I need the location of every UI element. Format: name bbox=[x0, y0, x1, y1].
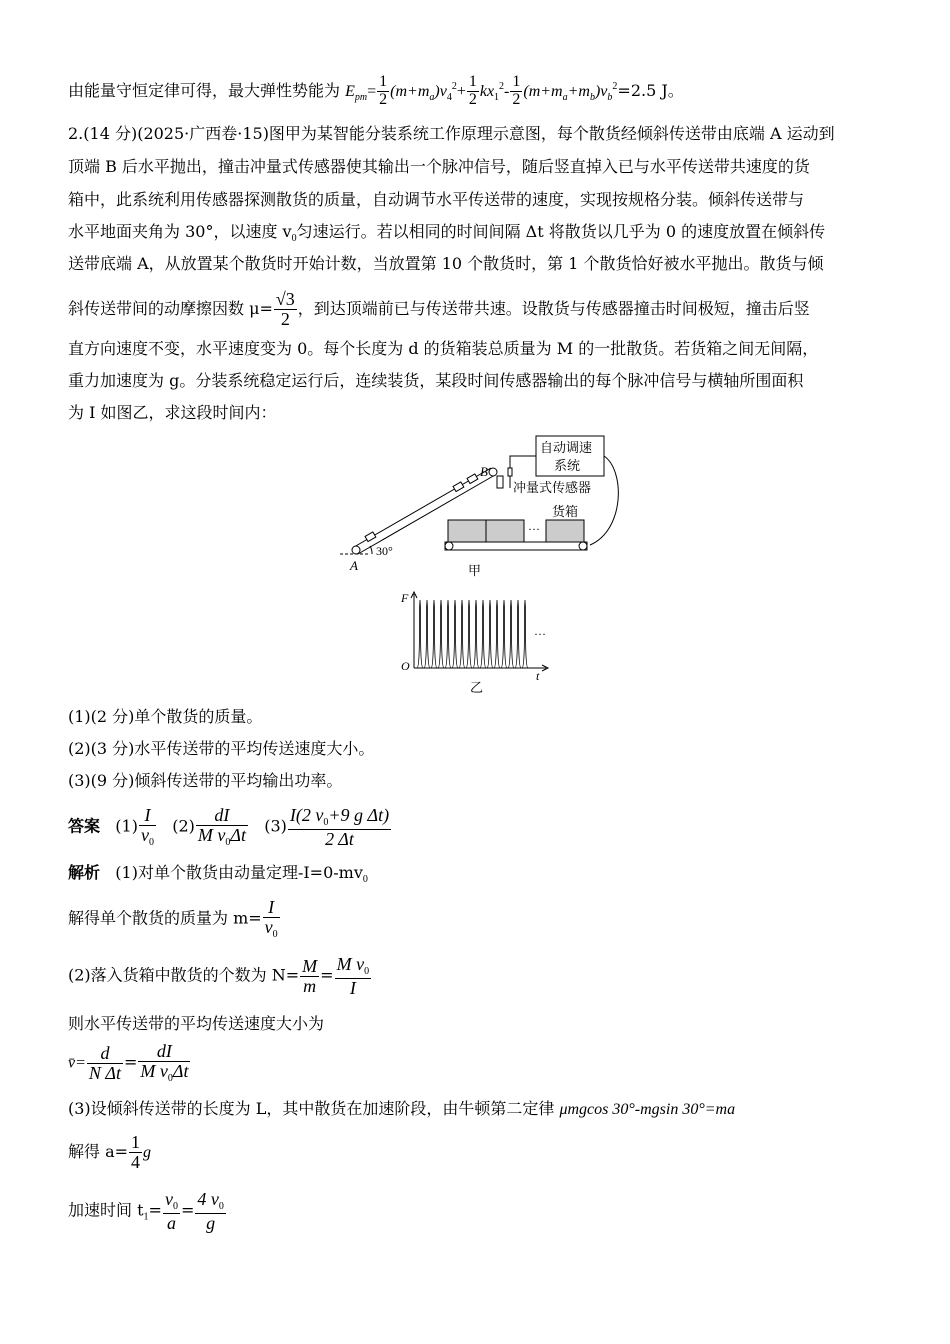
question-2: (2)(3 分)水平传送带的平均传送速度大小。 bbox=[68, 739, 375, 758]
analysis-line-1 bbox=[68, 862, 368, 891]
square-2: 2 bbox=[499, 80, 505, 92]
term-3-sub-a: a bbox=[562, 91, 568, 103]
term-3-v: )v bbox=[594, 82, 608, 100]
analysis-line-6 bbox=[68, 1098, 735, 1121]
answer-3-fraction: $\frac{I(2 v_0+9 g \Delta t)}{2 \Delta t}$ bbox=[289, 805, 390, 849]
accel-fraction: $\frac{1}{4}$ bbox=[131, 1132, 141, 1172]
problem-line-5: 送带底端 A，从放置某个散货时开始计数，当放置第 10 个散货时，第 1 个散货恰好被水平抛出。散货与倾 bbox=[68, 254, 824, 273]
answer-2-prefix: (2) bbox=[172, 816, 195, 836]
problem-line-4-sub: 0 bbox=[291, 233, 297, 244]
pulse-peak bbox=[501, 600, 507, 668]
pulse-peak bbox=[445, 600, 451, 668]
pulse-peak bbox=[487, 600, 493, 668]
label-F: F bbox=[401, 591, 409, 605]
pulse-peak bbox=[431, 600, 437, 668]
term-3: (m+m bbox=[523, 82, 563, 100]
analysis-step-1: (1)对单个散货由动量定理-I=0-mv bbox=[115, 863, 363, 882]
horizontal-belt bbox=[445, 542, 587, 550]
mu-fraction: $\frac{√3}{2}$ bbox=[275, 289, 295, 329]
sensor-block bbox=[497, 476, 503, 488]
angle-arc bbox=[370, 546, 372, 554]
cargo-box-3 bbox=[546, 520, 584, 542]
term-3-sub-b: b bbox=[589, 91, 595, 103]
newton-equation: μmgcos 30°-mgsin 30°=ma bbox=[559, 1101, 736, 1118]
answer-label: 答案 bbox=[68, 816, 101, 836]
analysis-step-3: (2)落入货箱中散货的个数为 N= bbox=[68, 965, 300, 985]
vbar: v̄= bbox=[68, 1054, 86, 1072]
pulse-peak bbox=[515, 600, 521, 668]
pulse-peak bbox=[508, 600, 514, 668]
figure-jia bbox=[340, 430, 640, 580]
cargo-dots: ··· bbox=[528, 522, 540, 536]
problem-line-7: 直方向速度不变，水平速度变为 0。每个长度为 d 的货箱装总质量为 M 的一批散货。若货箱之间无间隔， bbox=[68, 339, 819, 358]
analysis-line-3 bbox=[68, 955, 372, 997]
incline-cargo-3 bbox=[467, 474, 478, 484]
label-A: A bbox=[350, 558, 358, 573]
analysis-step-8: 加速时间 t bbox=[68, 1200, 144, 1220]
pulse-dots: ··· bbox=[534, 627, 546, 641]
pulse-peak bbox=[480, 600, 486, 668]
t1-sub: 1 bbox=[143, 1211, 149, 1223]
figure-yi bbox=[396, 588, 566, 698]
eq-sign: = bbox=[367, 82, 377, 100]
cargo-box-1 bbox=[448, 520, 486, 542]
symbol-E: E bbox=[345, 82, 355, 100]
count-eq: = bbox=[320, 965, 334, 985]
pulse-peak bbox=[466, 600, 472, 668]
analysis-line-7 bbox=[68, 1132, 151, 1173]
auto-system-line1: 自动调速 bbox=[540, 440, 593, 455]
term-1-sub: a bbox=[429, 91, 435, 103]
problem-line-6a: 斜传送带间的动摩擦因数 μ= bbox=[68, 298, 273, 318]
analysis-step-6a: (3)设倾斜传送带的长度为 L，其中散货在加速阶段，由牛顿第二定律 bbox=[68, 1099, 560, 1118]
belt-roller-right bbox=[579, 542, 587, 550]
minus-sign: - bbox=[504, 82, 510, 100]
analysis-line-4: 则水平传送带的平均传送速度大小为 bbox=[68, 1014, 325, 1033]
answer-3-prefix: (3) bbox=[264, 816, 287, 836]
time-fraction-2: $\frac{4 v_0}{g}$ bbox=[197, 1189, 224, 1233]
answer-2-fraction: $\frac{dI}{M v_0\Delta t}$ bbox=[197, 805, 246, 848]
label-O: O bbox=[401, 659, 410, 673]
analysis-label: 解析 bbox=[68, 863, 101, 882]
time-fraction-1: $\frac{v_0}{a}$ bbox=[164, 1189, 178, 1233]
question-1: (1)(2 分)单个散货的质量。 bbox=[68, 707, 263, 726]
half-fraction-3: $\frac{1}{2}$ bbox=[512, 73, 521, 108]
caption-jia: 甲 bbox=[468, 563, 482, 578]
vb-sub: b bbox=[607, 91, 613, 103]
cargo-box-label: 货箱 bbox=[552, 504, 579, 519]
pulse-peak bbox=[494, 600, 500, 668]
pulse-peak bbox=[522, 600, 528, 668]
problem-line-4b: 匀速运行。若以相同的时间间隔 Δt 将散货以几乎为 0 的速度放置在倾斜传 bbox=[296, 222, 826, 241]
analysis-step-1-sub: 0 bbox=[362, 874, 368, 885]
pulse-peak bbox=[417, 600, 423, 668]
question-3: (3)(9 分)倾斜传送带的平均输出功率。 bbox=[68, 771, 343, 790]
symbol-E-sub: pm bbox=[354, 91, 368, 103]
pulse-peak bbox=[452, 600, 458, 668]
answer-1-prefix: (1) bbox=[115, 816, 138, 836]
speed-eq: = bbox=[123, 1052, 138, 1072]
pulse-group bbox=[417, 600, 528, 668]
time-eq-2: = bbox=[180, 1200, 195, 1220]
speed-fraction-2: $\frac{dI}{M v_0\Delta t}$ bbox=[140, 1041, 189, 1084]
wire-sensor-system bbox=[510, 456, 536, 468]
term-3-mid: +m bbox=[567, 82, 590, 100]
energy-text: 由能量守恒定律可得，最大弹性势能为 bbox=[68, 80, 346, 100]
problem-line-6b: ，到达顶端前已与传送带共速。设散货与传感器撞击时间极短，撞击后竖 bbox=[297, 298, 810, 318]
label-B: B bbox=[480, 464, 488, 479]
pulley-a bbox=[352, 546, 360, 554]
incline-cargo-2 bbox=[453, 482, 464, 492]
speed-fraction-1: $\frac{d}{\text{N Δt}}$ bbox=[88, 1042, 121, 1083]
angle-label: 30° bbox=[376, 544, 393, 558]
problem-line-4 bbox=[68, 221, 825, 250]
belt-roller-left bbox=[445, 542, 453, 550]
square-3: 2 bbox=[612, 80, 618, 92]
auto-system-line2: 系统 bbox=[554, 458, 581, 473]
analysis-step-7: 解得 a= bbox=[68, 1142, 129, 1161]
energy-result: =2.5 J。 bbox=[617, 80, 684, 100]
problem-line-1: 2.(14 分)(2025·广西卷·15)图甲为某智能分装系统工作原理示意图，每个散货经倾斜传送带由底端 A 运动到 bbox=[68, 124, 835, 143]
term-1: (m+m bbox=[390, 82, 430, 100]
problem-line-6 bbox=[68, 290, 810, 329]
term-1-v: )v bbox=[434, 82, 447, 100]
count-fraction-1: $\frac{M}{m}$ bbox=[302, 955, 318, 996]
half-fraction-2: $\frac{1}{2}$ bbox=[468, 73, 477, 108]
pulse-peak bbox=[424, 600, 430, 668]
mass-fraction: $\frac{I}{v_0}$ bbox=[264, 897, 278, 940]
pulse-peak bbox=[473, 600, 479, 668]
v4-sub: 4 bbox=[446, 91, 452, 103]
kx-sub: 1 bbox=[494, 91, 500, 103]
analysis-line-8 bbox=[68, 1190, 227, 1238]
problem-line-4a: 水平地面夹角为 30°，以速度 v bbox=[68, 222, 292, 241]
problem-line-9: 为 I 如图乙，求这段时间内： bbox=[68, 403, 277, 422]
analysis-line-5 bbox=[68, 1042, 191, 1084]
answer-line bbox=[68, 806, 392, 848]
accel-g: g bbox=[143, 1144, 152, 1161]
problem-line-2: 顶端 B 后水平抛出，撞击冲量式传感器使其输出一个脉冲信号，随后竖直掉入已与水平传送带共速度的货 bbox=[68, 157, 810, 176]
cargo-box-2 bbox=[486, 520, 524, 542]
analysis-step-2: 解得单个散货的质量为 m= bbox=[68, 908, 262, 928]
half-fraction-1: $\frac{1}{2}$ bbox=[379, 73, 388, 108]
square-1: 2 bbox=[451, 80, 457, 92]
analysis-line-2 bbox=[68, 898, 281, 940]
term-kx: kx bbox=[479, 82, 495, 100]
time-eq-1: = bbox=[148, 1200, 162, 1220]
label-t: t bbox=[536, 669, 540, 683]
energy-equation-line bbox=[68, 74, 684, 109]
problem-line-3: 箱中，此系统利用传感器探测散货的质量，自动调节水平传送带的速度，实现按规格分装。倾斜传送带与 bbox=[68, 190, 805, 209]
pulse-peak bbox=[459, 600, 465, 668]
answer-1-fraction: $\frac{I}{v_0}$ bbox=[140, 805, 154, 848]
sensor-label: 冲量式传感器 bbox=[513, 480, 592, 495]
plus-sign: + bbox=[456, 82, 466, 100]
problem-line-8: 重力加速度为 g。分装系统稳定运行后，连续装货，某段时间传感器输出的每个脉冲信号与横轴所围面积 bbox=[68, 371, 804, 390]
incline-cargo-1 bbox=[365, 532, 376, 542]
count-fraction-2: $\frac{M v_0}{I}$ bbox=[336, 954, 370, 998]
sensor-plate bbox=[508, 468, 512, 476]
pulley-b bbox=[489, 468, 497, 476]
pulse-peak bbox=[438, 600, 444, 668]
caption-yi: 乙 bbox=[470, 680, 484, 695]
